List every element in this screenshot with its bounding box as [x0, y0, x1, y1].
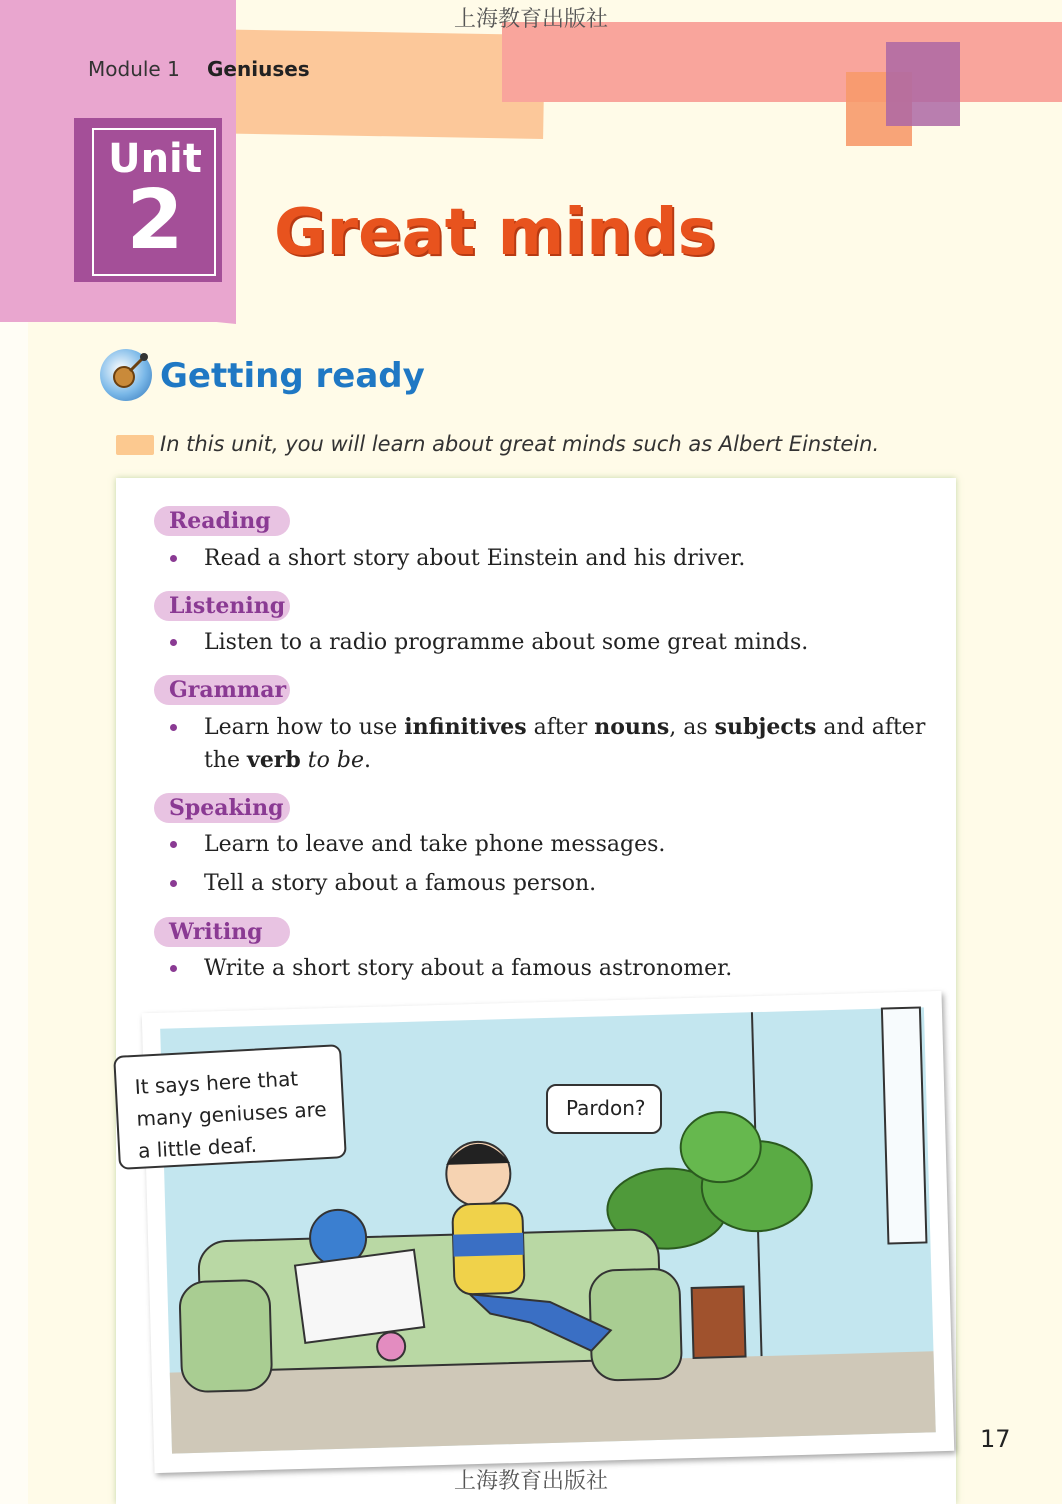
bullet	[170, 841, 177, 848]
header-band-orange	[197, 29, 545, 139]
list-item: Learn to leave and take phone messages.	[204, 832, 666, 857]
unit-number: 2	[126, 173, 184, 268]
bullet	[170, 639, 177, 646]
section-intro: In this unit, you will learn about great minds such as Albert Einstein.	[160, 432, 880, 456]
section-title: Getting ready	[160, 356, 425, 396]
list-item: Tell a story about a famous person.	[204, 871, 597, 896]
tag-reading: Reading	[154, 506, 290, 536]
publisher-bottom: 上海教育出版社	[453, 1469, 608, 1494]
decor-square-purple	[886, 42, 960, 126]
intro-marker	[116, 435, 154, 455]
page-number: 17	[980, 1425, 1011, 1453]
speech-bubble-boy: Pardon?	[546, 1084, 662, 1134]
bullet	[170, 555, 177, 562]
unit-title: Great minds	[274, 196, 716, 270]
unit-word: Unit	[108, 136, 202, 182]
tag-speaking: Speaking	[154, 793, 290, 823]
bullet	[170, 724, 177, 731]
bullet	[170, 965, 177, 972]
grammar-item-line-1: Learn how to use infinitives after nouns, as subjects and after	[204, 714, 926, 740]
list-item: Write a short story about a famous astronomer.	[204, 956, 733, 981]
list-item: Read a short story about Einstein and his driver.	[204, 546, 746, 571]
pink-corner-edge	[0, 300, 236, 324]
speech-bubble-robot: It says here that many geniuses are a little deaf.	[113, 1044, 347, 1170]
module-name: Geniuses	[207, 57, 310, 81]
tag-writing: Writing	[154, 917, 290, 947]
tag-listening: Listening	[154, 591, 290, 621]
grammar-item-line-2: the verb to be.	[204, 747, 371, 773]
tag-grammar: Grammar	[154, 675, 290, 705]
list-item: Listen to a radio programme about some great minds.	[204, 630, 809, 655]
globe-icon	[100, 349, 152, 401]
module-label: Module 1	[88, 57, 180, 81]
publisher-top: 上海教育出版社	[453, 7, 608, 32]
bullet	[170, 880, 177, 887]
header-band-red	[502, 22, 1062, 102]
left-margin	[0, 322, 28, 1504]
